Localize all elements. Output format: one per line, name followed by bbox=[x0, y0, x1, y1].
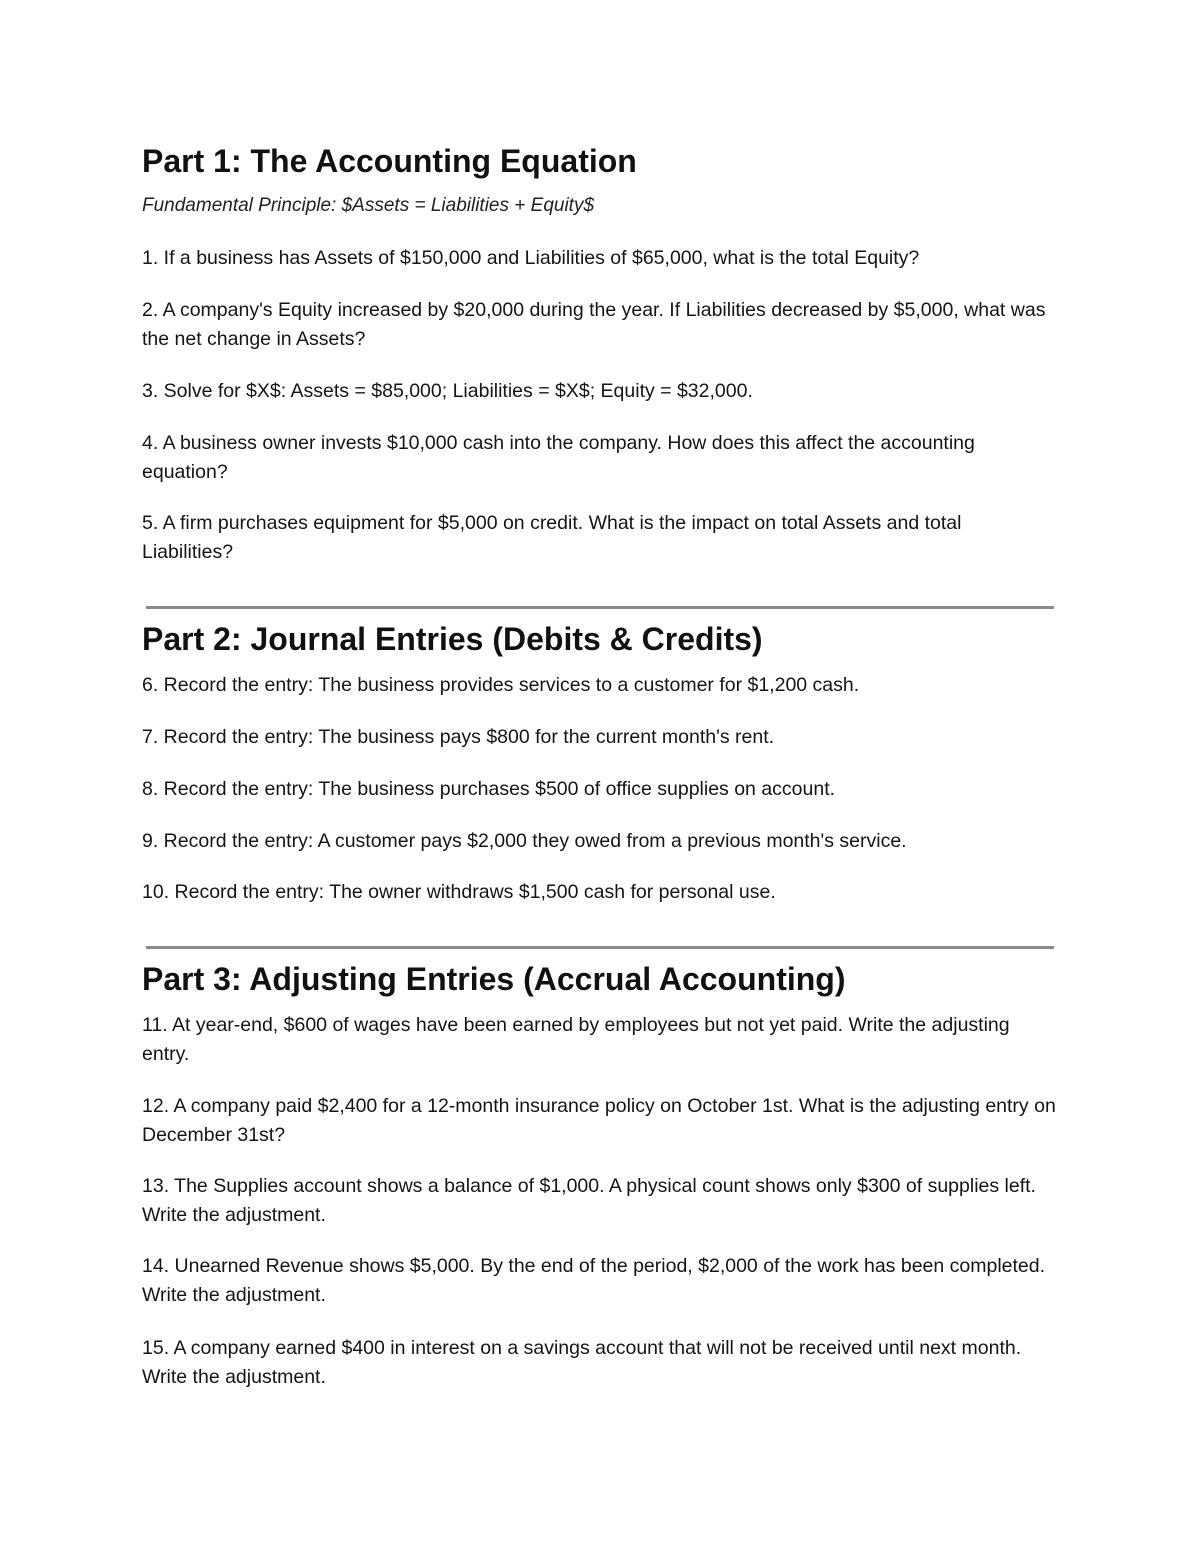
question-12: 12. A company paid $2,400 for a 12-month insurance policy on October 1st. What is the adjusting entry on December 31st? bbox=[142, 1095, 1056, 1146]
question-8: 8. Record the entry: The business purchases $500 of office supplies on account. bbox=[142, 778, 836, 800]
question-11: 11. At year-end, $600 of wages have been earned by employees but not yet paid. Write the adjusting entry. bbox=[142, 1014, 1010, 1065]
question-4: 4. A business owner invests $10,000 cash into the company. How does this affect the accounting equation? bbox=[142, 432, 975, 483]
part3-heading: Part 3: Adjusting Entries (Accrual Accounting) bbox=[142, 961, 846, 997]
question-2: 2. A company's Equity increased by $20,000 during the year. If Liabilities decreased by $5,000, what was the net change in Assets? bbox=[142, 299, 1046, 350]
question-5: 5. A firm purchases equipment for $5,000 on credit. What is the impact on total Assets and total Liabilities? bbox=[142, 512, 962, 563]
question-1: 1. If a business has Assets of $150,000 and Liabilities of $65,000, what is the total Equity? bbox=[142, 247, 920, 269]
question-15: 15. A company earned $400 in interest on a savings account that will not be received until next month. Write the adjustment. bbox=[142, 1337, 1022, 1388]
section-divider bbox=[146, 946, 1054, 949]
section-divider bbox=[146, 606, 1054, 609]
question-6: 6. Record the entry: The business provides services to a customer for $1,200 cash. bbox=[142, 674, 860, 696]
part1-heading: Part 1: The Accounting Equation bbox=[142, 143, 637, 179]
question-7: 7. Record the entry: The business pays $800 for the current month's rent. bbox=[142, 726, 775, 748]
question-13: 13. The Supplies account shows a balance of $1,000. A physical count shows only $300 of supplies left. Write the adjustment. bbox=[142, 1175, 1036, 1226]
part2-heading: Part 2: Journal Entries (Debits & Credits) bbox=[142, 621, 763, 657]
fundamental-principle: Fundamental Principle: $Assets = Liabilities + Equity$ bbox=[142, 195, 595, 216]
question-9: 9. Record the entry: A customer pays $2,000 they owed from a previous month's service. bbox=[142, 830, 907, 852]
question-10: 10. Record the entry: The owner withdraws $1,500 cash for personal use. bbox=[142, 881, 776, 903]
question-3: 3. Solve for $X$: Assets = $85,000; Liabilities = $X$; Equity = $32,000. bbox=[142, 380, 753, 402]
question-14: 14. Unearned Revenue shows $5,000. By the end of the period, $2,000 of the work has been completed. Write the adjustment. bbox=[142, 1255, 1046, 1306]
